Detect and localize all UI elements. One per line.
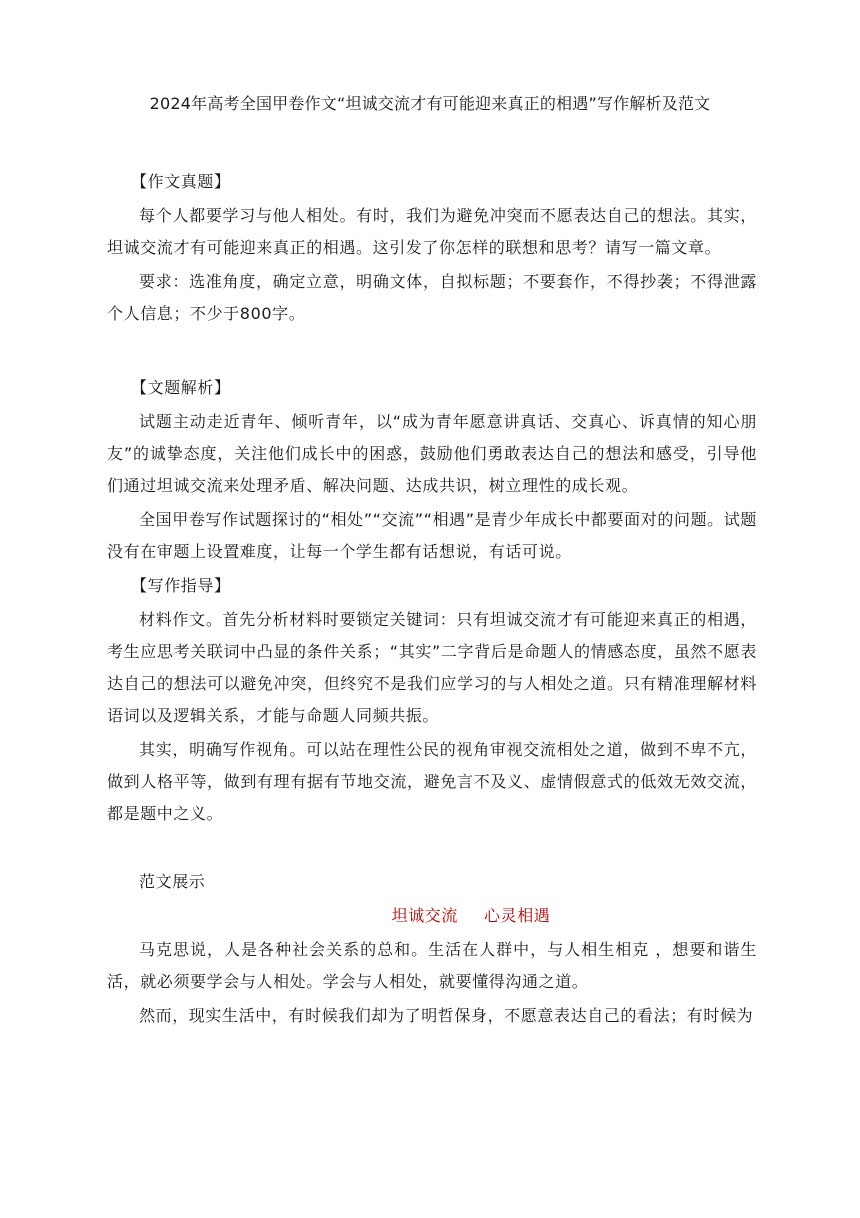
essay-title-part2: 心灵相遇 bbox=[484, 906, 551, 925]
essay-paragraph: 然而，现实生活中，有时候我们却为了明哲保身，不愿意表达自己的看法；有时候为 bbox=[139, 1006, 754, 1025]
guidance-paragraph: 材料作文。首先分析材料时要锁定关键词：只有坦诚交流才有可能迎来真正的相遇，考生应思考关联词中凸显的条件关系；“其实”二字背后是命题人的情感态度，虽然不愿表达自己的想法可以避免冲突，但终究不是我们应学习的与人相处之道。只有精准理解材料语词以及逻辑关系，才能与命题人同频共振。 bbox=[107, 610, 757, 725]
section-heading-analysis: 【文题解析】 bbox=[131, 378, 231, 397]
section-heading-prompt: 【作文真题】 bbox=[131, 172, 231, 191]
spacer bbox=[107, 332, 757, 372]
analysis-paragraph: 全国甲卷写作试题探讨的“相处”“交流”“相遇”是青少年成长中都要面对的问题。试题没有在审题上设置难度，让每一个学生都有话想说，有话可说。 bbox=[107, 510, 757, 561]
spacer bbox=[107, 832, 757, 866]
section-heading-guidance: 【写作指导】 bbox=[131, 576, 231, 595]
document-body bbox=[107, 166, 757, 1034]
essay-paragraph: 马克思说，人是各种社会关系的总和。生活在人群中，与人相生相克 ，想要和谐生活，就必须要学会与人相处。学会与人相处，就要懂得沟通之道。 bbox=[107, 940, 757, 991]
essay-title-part1: 坦诚交流 bbox=[391, 906, 458, 925]
document-title: 2024年高考全国甲卷作文“坦诚交流才有可能迎来真正的相遇”写作解析及范文 bbox=[149, 94, 711, 113]
section-heading-sample: 范文展示 bbox=[139, 872, 206, 891]
guidance-paragraph: 其实，明确写作视角。可以站在理性公民的视角审视交流相处之道，做到不卑不亢，做到人格平等，做到有理有据有节地交流，避免言不及义、虚情假意式的低效无效交流，都是题中之义。 bbox=[107, 740, 757, 823]
requirement-paragraph: 要求：选准角度，确定立意，明确文体，自拟标题；不要套作，不得抄袭；不得泄露个人信息；不少于800字。 bbox=[107, 272, 757, 323]
essay-title bbox=[107, 900, 757, 932]
prompt-paragraph: 每个人都要学习与他人相处。有时，我们为避免冲突而不愿表达自己的想法。其实，坦诚交流才有可能迎来真正的相遇。这引发了你怎样的联想和思考？请写一篇文章。 bbox=[107, 206, 757, 257]
analysis-paragraph: 试题主动走近青年、倾听青年，以“成为青年愿意讲真话、交真心、诉真情的知心朋友”的诚挚态度，关注他们成长中的困惑，鼓励他们勇敢表达自己的想法和感受，引导他们通过坦诚交流来处理矛盾、解决问题、达成共识，树立理性的成长观。 bbox=[107, 412, 757, 495]
